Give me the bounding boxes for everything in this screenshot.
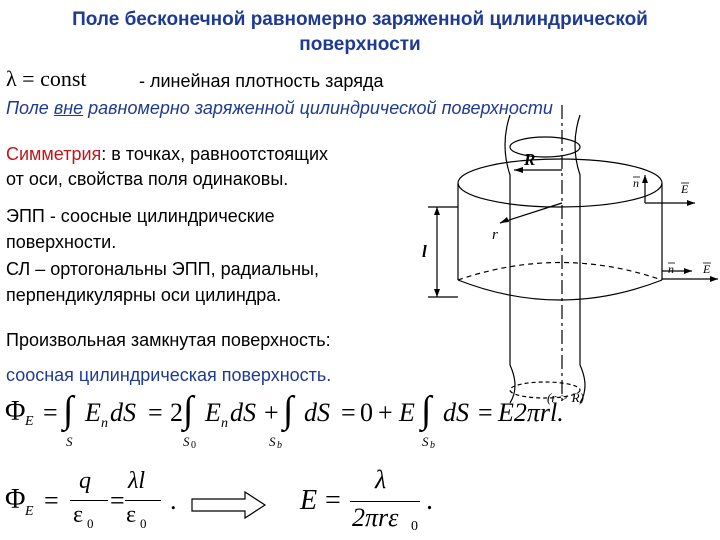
gaussian-top-ellipse bbox=[458, 159, 662, 207]
field-formula bbox=[290, 465, 490, 540]
symmetry-line2: от оси, свойства поля одинаковы. bbox=[6, 169, 289, 189]
label-E-top: E bbox=[681, 182, 689, 196]
f3-dot: . bbox=[426, 485, 433, 516]
flux-int2: ∫ bbox=[183, 389, 194, 431]
f3-E: E bbox=[300, 485, 318, 516]
f2-eq1: = bbox=[44, 486, 59, 515]
f2-eps2-sub: 0 bbox=[140, 516, 147, 531]
label-r: r bbox=[492, 227, 498, 243]
symmetry-line1 bbox=[6, 143, 328, 165]
flux-two: 2 bbox=[170, 398, 183, 427]
flux-int2-sub0: 0 bbox=[191, 440, 196, 451]
f2-phi: Φ bbox=[5, 484, 26, 515]
f2-dot: . bbox=[170, 486, 177, 515]
flux-plus1: + bbox=[264, 398, 279, 427]
flux-phi: Φ bbox=[5, 396, 26, 427]
flux-dS2: dS bbox=[230, 398, 256, 427]
f3-eq: = bbox=[325, 485, 341, 516]
flux-int4-subb: b bbox=[430, 440, 435, 451]
l-arrowhead-top bbox=[434, 207, 440, 215]
flux-dS4: dS bbox=[443, 398, 469, 427]
gaussian-bottom-back bbox=[458, 263, 662, 281]
R-arrowhead bbox=[514, 167, 523, 173]
label-R: R bbox=[524, 150, 536, 169]
coaxial-surface-text: соосная цилиндрическая поверхность. bbox=[6, 365, 332, 385]
flux-En2: E bbox=[205, 398, 221, 427]
slide-title-line1: Поле бесконечной равномерно заряженной цилиндрической bbox=[72, 9, 648, 30]
flux-int3: ∫ bbox=[283, 389, 294, 431]
flux-eq2: = bbox=[148, 398, 163, 427]
f3-den-sub: 0 bbox=[411, 519, 418, 534]
lambda-description: - линейная плотность заряда bbox=[139, 71, 384, 91]
f2-eq2: = bbox=[110, 486, 125, 515]
cylinder-diagram bbox=[420, 105, 720, 405]
r-arrowhead bbox=[500, 217, 509, 223]
epp-line2: поверхности. bbox=[6, 232, 117, 252]
flux-sub-E: E bbox=[25, 414, 34, 429]
flux-result: E2πrl. bbox=[498, 398, 564, 427]
inner-cylinder-left-edge bbox=[505, 115, 515, 403]
f3-lambda: λ bbox=[375, 465, 387, 494]
flux-int3-subb: b bbox=[277, 440, 282, 451]
f2-frac1-line bbox=[70, 500, 108, 501]
flux-eq1: = bbox=[43, 398, 58, 427]
epp-line1: ЭПП - соосные цилиндрические bbox=[6, 206, 275, 226]
flux-n2: n bbox=[221, 416, 228, 431]
flux-En1: E bbox=[85, 398, 101, 427]
f2-q: q bbox=[79, 468, 91, 494]
symmetry-text1: : в точках, равноотстоящих bbox=[101, 144, 329, 164]
epp-line4: перпендикулярны оси цилиндра. bbox=[6, 285, 282, 305]
flux-int3-sub: S bbox=[269, 434, 276, 449]
flux-E: E bbox=[399, 398, 415, 427]
flux-dS1: dS bbox=[110, 398, 136, 427]
f3-frac-line bbox=[350, 501, 420, 502]
label-l: l bbox=[422, 242, 427, 261]
inner-cylinder-right-edge bbox=[575, 115, 585, 403]
flux-int4: ∫ bbox=[421, 389, 432, 431]
flux-dS3: dS bbox=[304, 398, 330, 427]
subtitle-part1: Поле bbox=[6, 98, 54, 118]
l-arrowhead-bottom bbox=[434, 289, 440, 297]
subtitle-part2: вне bbox=[53, 98, 84, 118]
f2-eps1: ε bbox=[73, 502, 84, 528]
f2-lambda-l: λl bbox=[128, 468, 146, 494]
flux-n1: n bbox=[101, 416, 108, 431]
gaussian-bottom-front bbox=[458, 280, 662, 300]
side-normal-arrowhead bbox=[684, 268, 692, 274]
subtitle-part3: равномерно заряженной цилиндрической поверхности bbox=[83, 98, 553, 118]
implies-arrow bbox=[190, 490, 270, 520]
top-field-arrowhead bbox=[687, 200, 695, 206]
f2-eps1-sub: 0 bbox=[87, 516, 94, 531]
f2-frac2-line bbox=[125, 500, 161, 501]
flux-eq4: = bbox=[478, 398, 493, 427]
flux-int4-sub: S bbox=[422, 434, 429, 449]
epp-line3: СЛ – ортогональны ЭПП, радиальны, bbox=[6, 259, 319, 279]
closed-surface-text: Произвольная замкнутая поверхность: bbox=[6, 330, 331, 350]
label-n-side: n bbox=[668, 262, 674, 276]
symmetry-label: Симметрия bbox=[6, 144, 102, 164]
f2-eps2: ε bbox=[126, 502, 137, 528]
flux-equation bbox=[0, 390, 720, 460]
f2-sub-E: E bbox=[25, 504, 34, 519]
flux-zero: 0 bbox=[360, 398, 373, 427]
flux-int1: ∫ bbox=[63, 389, 74, 431]
inner-cylinder-top-ellipse bbox=[510, 137, 580, 157]
flux-int1-sub: S bbox=[66, 434, 73, 449]
f3-den: 2πrε bbox=[352, 503, 399, 532]
top-normal-arrowhead bbox=[642, 175, 648, 183]
label-n-top: n bbox=[633, 176, 639, 190]
slide-title-line2: поверхности bbox=[299, 34, 421, 55]
side-field-arrowhead bbox=[710, 276, 718, 282]
lambda-formula: λ = const bbox=[6, 66, 87, 91]
flux-eq3: = bbox=[341, 398, 356, 427]
label-E-side: E bbox=[703, 262, 711, 276]
flux-condition: (r > R) bbox=[547, 390, 584, 405]
flux-int2-sub: S bbox=[183, 434, 190, 449]
flux-plus2: + bbox=[378, 398, 393, 427]
